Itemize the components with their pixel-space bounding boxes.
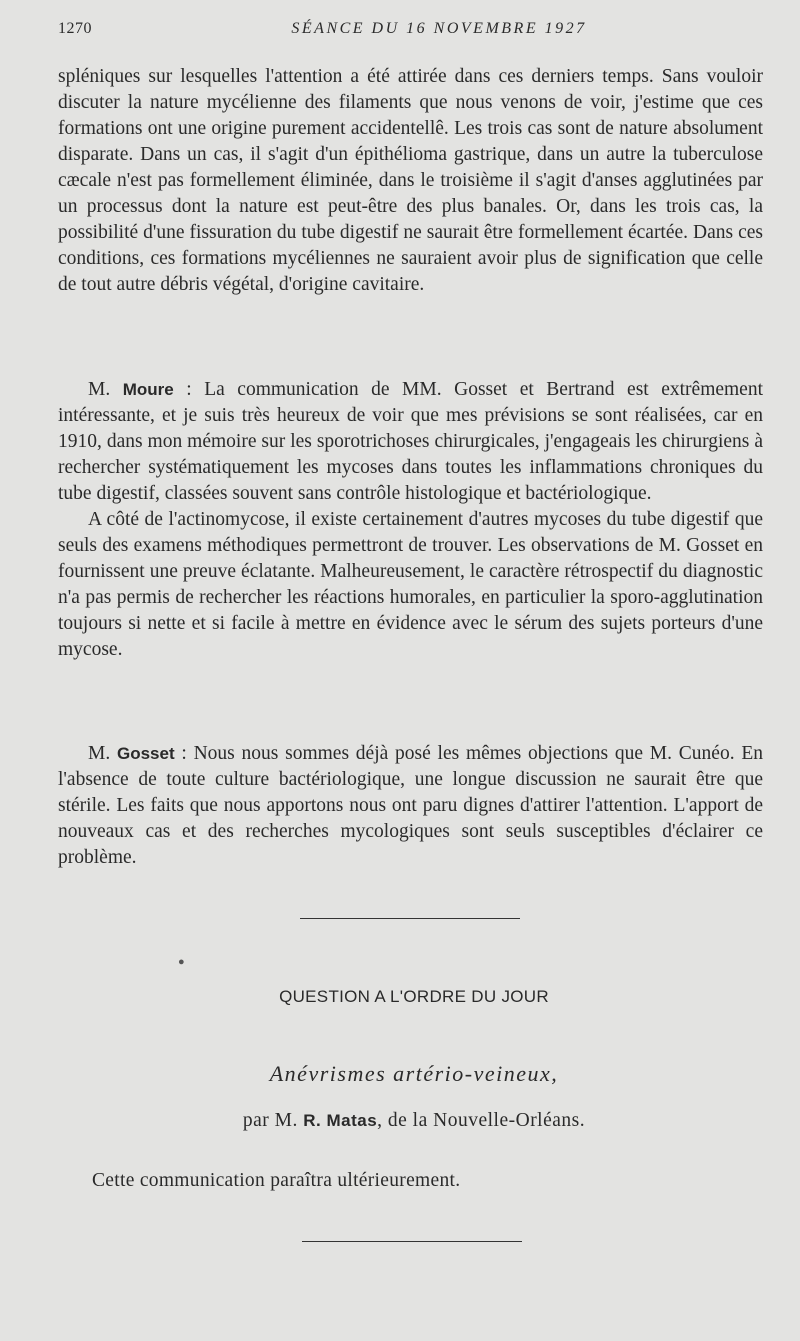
paragraph-text: spléniques sur lesquelles l'attention a été attirée dans ces derniers temps. Sans vouloir discuter la nature mycélienne des filaments que nous venons de voir, j'estime que ces formations ont une origine purement accidentellê. Les trois cas sont de nature absolument disparate. Dans un cas, il s'agit d'un épithélioma gastrique, dans un autre la tuberculose cæcale n'est pas formellement éliminée, dans le troisième il s'agit d'anses agglutinées par un processus dont la nature est peut-être des plus banales. Or, dans les trois cas, la possibilité d'une fissuration du tube digestif ne saurait être formellement écartée. Dans ces conditions, ces formations mycéliennes ne sauraient avoir plus de signification que celle de tout autre débris végétal, d'origine cavitaire.	[58, 66, 763, 295]
paragraph-moure	[58, 377, 763, 663]
byline	[0, 1110, 800, 1132]
paragraph-moure-first	[58, 377, 763, 507]
byline-prefix: par M.	[242, 1110, 304, 1131]
paragraph-text: : La communication de MM. Gosset et Bertrand est extrêmement intéressante, et je suis très heureux de voir que mes prévisions se sont réalisées, car en 1910, dans mon mémoire sur les sporotrichoses chirurgicales, j'engageais les chirurgiens à rechercher systématiquement les mycoses dans toutes les inflammations chroniques du tube digestif, classées souvent sans contrôle histologique et bactériologique.	[58, 379, 764, 504]
byline-suffix: , de la Nouvelle-Orléans.	[377, 1110, 586, 1131]
section-title: QUESTION A L'ORDRE DU JOUR	[279, 987, 549, 1006]
paragraph-text: : Nous nous sommes déjà posé les mêmes objections que M. Cunéo. En l'absence de toute culture bactériologique, une longue discussion ne saurait être que stérile. Les faits que nous apportons nous ont paru dignes d'attirer l'attention. L'apport de nouveaux cas et des recherches mycologiques sont seuls susceptibles d'éclairer ce problème.	[58, 743, 763, 868]
author-name: R. Matas	[303, 1111, 378, 1130]
speaker-name: Moure	[122, 380, 174, 399]
paragraph-gosset	[58, 741, 763, 871]
section-divider	[300, 918, 520, 919]
speaker-name: Gosset	[116, 744, 175, 763]
article-title: Anévrismes artério-veineux,	[269, 1061, 559, 1086]
paragraph-moure-second: A côté de l'actinomycose, il existe certainement d'autres mycoses du tube digestif que seuls des examens méthodiques permettront de trouver. Les observations de M. Gosset en fournissent une preuve éclatante. Malheureusement, le caractère rétrospectif du diagnostic n'a pas permis de rechercher les réactions humorales, en particulier la sporo-agglutination toujours si nette et si facile à mettre en évidence avec le sérum des sujets porteurs d'une mycose.	[58, 509, 763, 660]
paragraph-continuation	[58, 64, 763, 298]
page-header	[58, 20, 760, 44]
speaker-title: M.	[88, 379, 111, 400]
publication-note: Cette communication paraîtra ultérieurement.	[92, 1170, 461, 1191]
page-number: 1270	[58, 20, 92, 37]
speaker-title: M.	[88, 743, 111, 764]
ink-speck: ●	[178, 956, 185, 968]
end-divider	[302, 1241, 522, 1242]
paragraph-gosset-text	[58, 741, 763, 871]
running-head: SÉANCE DU 16 NOVEMBRE 1927	[291, 20, 587, 37]
